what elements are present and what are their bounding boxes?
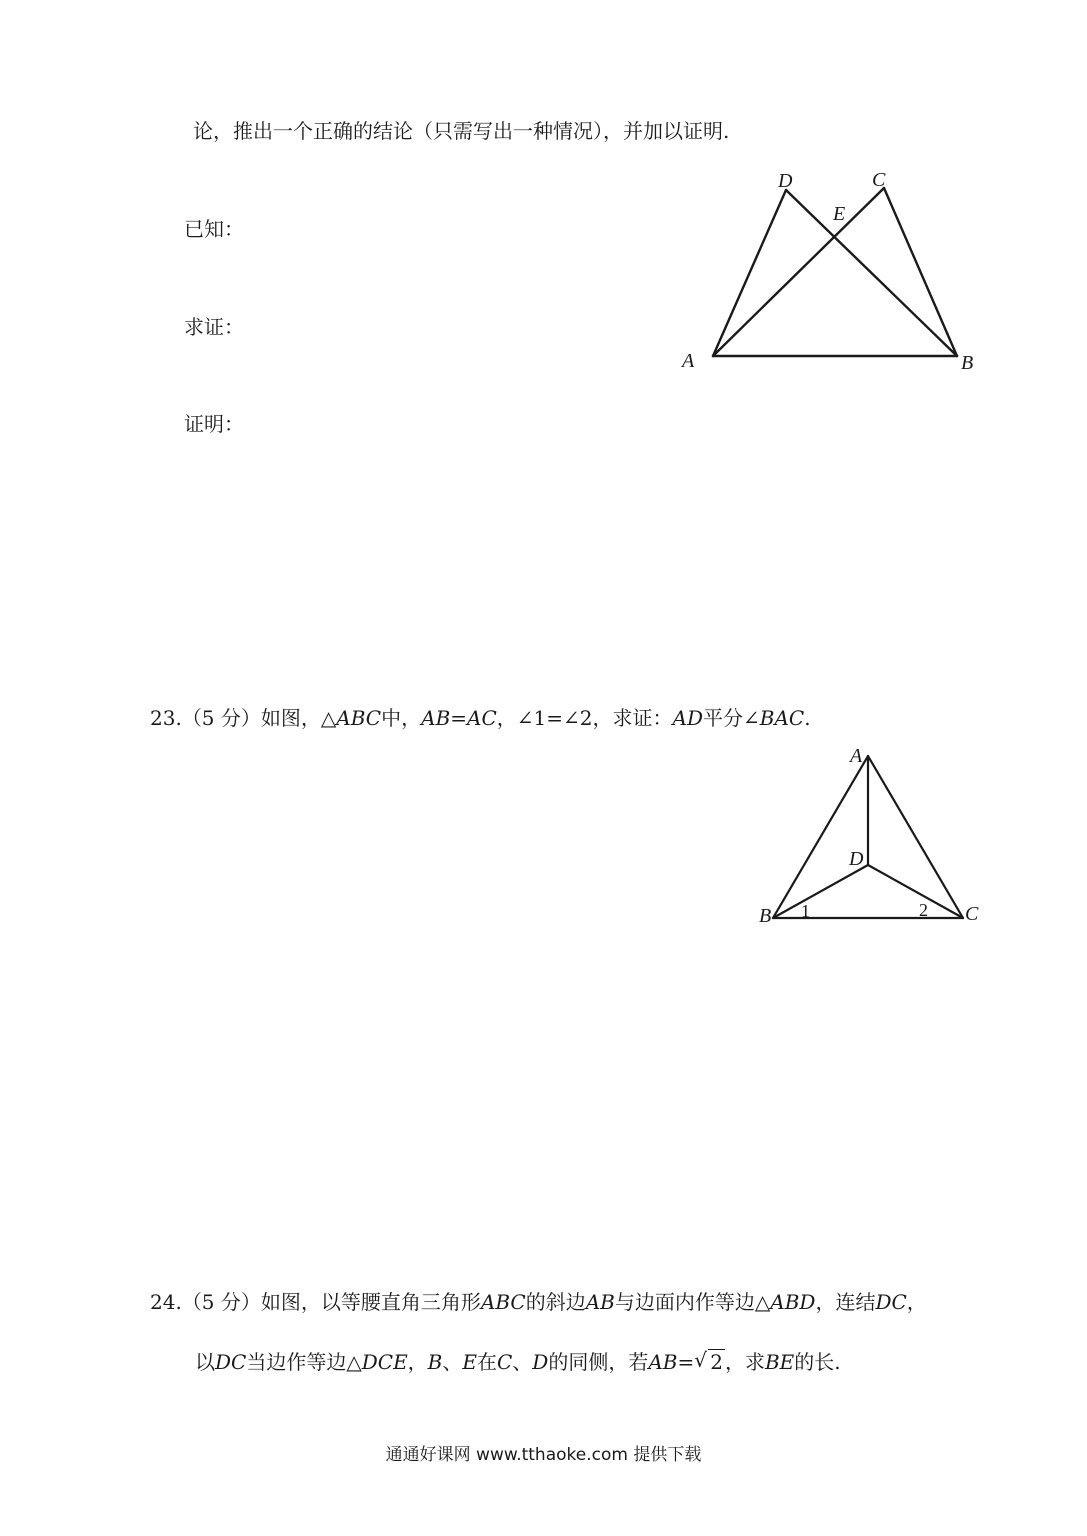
- label-D23: D: [849, 848, 864, 870]
- q23-number: 23.: [150, 706, 182, 730]
- segment-DB: [786, 190, 957, 356]
- label-C23: C: [965, 903, 979, 925]
- q23-score: （5 分）: [181, 706, 261, 730]
- radical-sign-icon: √: [694, 1348, 707, 1372]
- q22-figure: [0, 0, 1087, 404]
- q24-number: 24.: [150, 1290, 182, 1314]
- sqrt-expression: [694, 1350, 725, 1374]
- angle-label-1: 1: [801, 901, 810, 921]
- q23-figure-svg: [0, 700, 1087, 950]
- q22-known-label: 已知：: [184, 217, 244, 241]
- footer-text: 通通好课网 www.tthaoke.com 提供下载: [385, 1445, 702, 1465]
- page-footer: [0, 1444, 1087, 1466]
- sqrt-value: 2: [710, 1350, 723, 1374]
- label-B23: B: [759, 905, 772, 927]
- label-E: E: [833, 203, 846, 225]
- q22-continuation-text: 论，推出一个正确的结论（只需写出一种情况），并加以证明.: [193, 119, 730, 143]
- angle-label-2: 2: [919, 900, 928, 920]
- label-B: B: [961, 352, 974, 374]
- label-A: A: [682, 350, 695, 372]
- segment-AC: [713, 188, 884, 356]
- label-A23: A: [850, 745, 863, 767]
- q24-line-2: 以DC当边作等边△DCE，B、E在C、D的同侧，若AB= √ 2 ，求BE的长.: [195, 1348, 841, 1374]
- segment-DB23: [773, 865, 868, 918]
- label-C: C: [872, 169, 886, 191]
- label-D: D: [778, 170, 793, 192]
- q24-score: （5 分）: [181, 1290, 261, 1314]
- segment-AD: [713, 190, 786, 356]
- q22-prove-label: 求证：: [184, 315, 244, 339]
- segment-AB23: [773, 756, 868, 918]
- q24-line-1: 24.（5 分）如图，以等腰直角三角形ABC的斜边AB与边面内作等边△ABD，连结DC，: [150, 1290, 927, 1314]
- segment-DC23: [868, 865, 963, 918]
- q23-text: 23.（5 分）如图，△ABC中，AB=AC，∠1=∠2，求证：AD平分∠BAC.: [150, 706, 811, 730]
- segment-CB: [884, 188, 957, 356]
- q23-figure: [0, 700, 1087, 954]
- q22-figure-svg: [0, 0, 1087, 400]
- segment-AC23: [868, 756, 963, 918]
- q22-proof-label: 证明：: [184, 412, 244, 436]
